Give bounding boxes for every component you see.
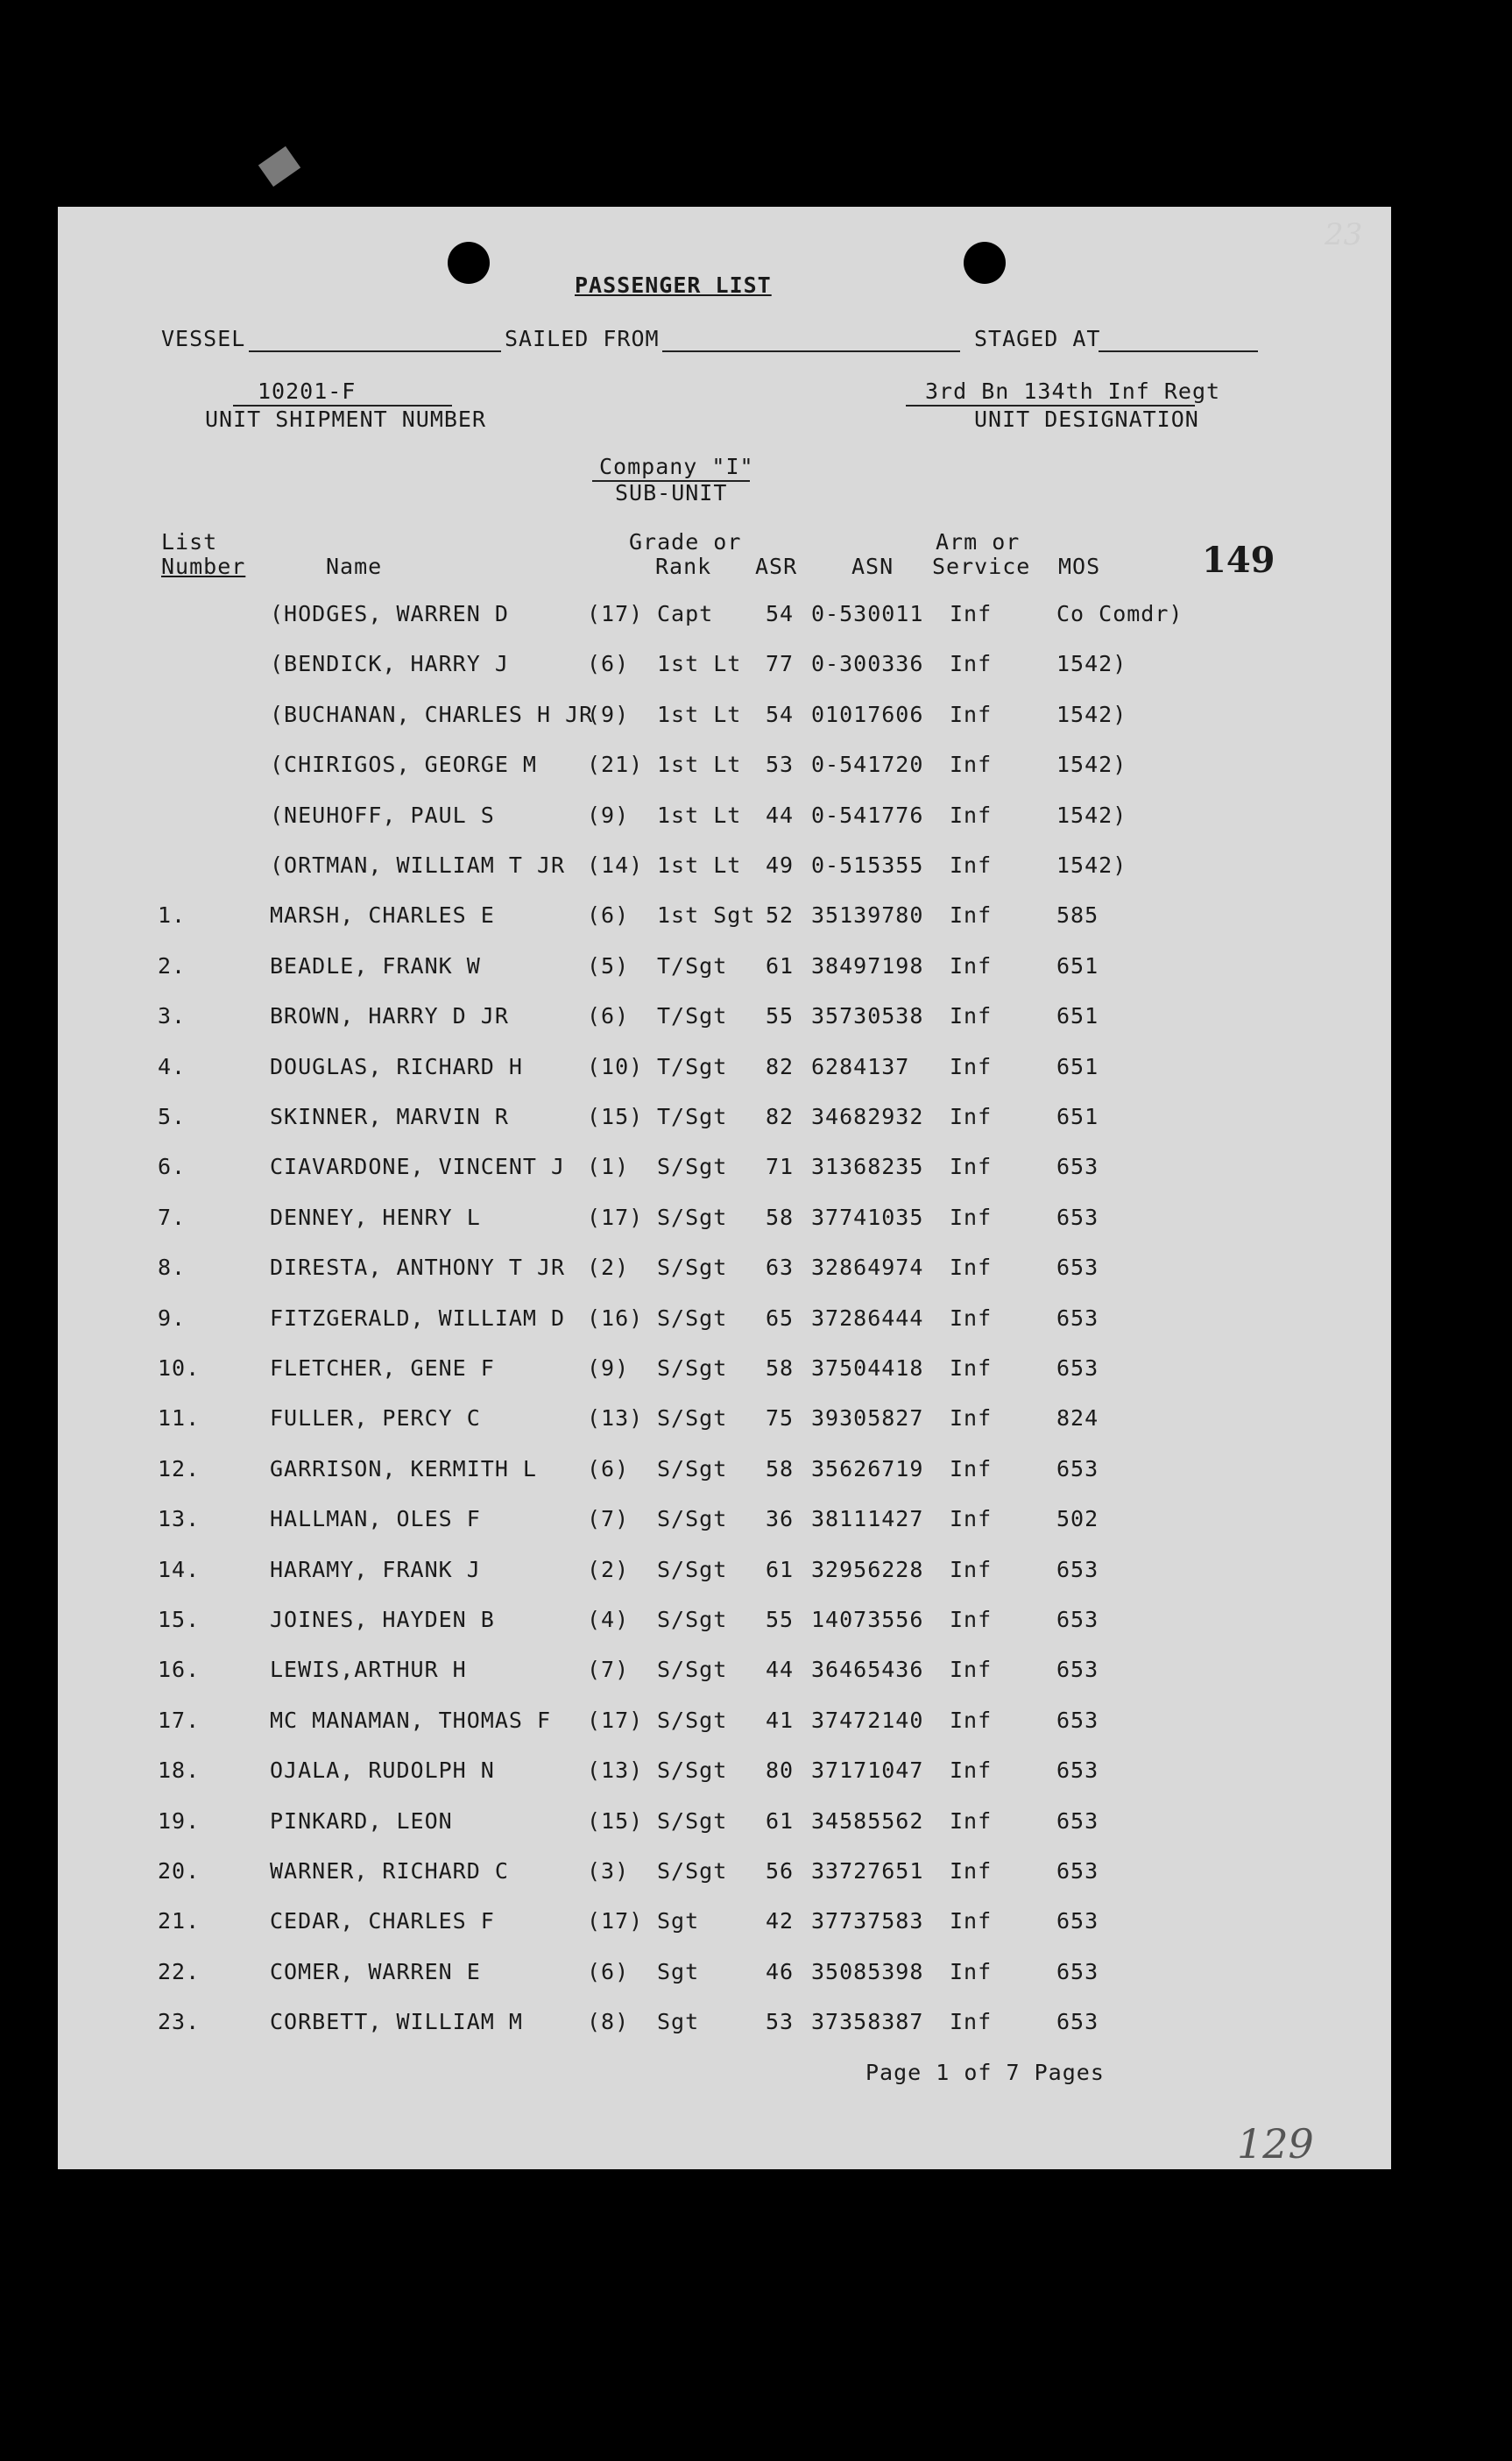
grade-rank: Sgt [657,1908,700,1934]
list-number: 12. [158,1455,201,1482]
table-row [58,1557,1391,1592]
mos-value: 653 [1056,1807,1099,1834]
grade-rank: Sgt [657,1958,700,1984]
asn-value: 33727651 [811,1858,924,1884]
arm-service: Inf [950,852,993,878]
asn-value: 38111427 [811,1506,924,1532]
asr-value: 44 [766,1657,795,1683]
list-number: 5. [158,1104,187,1129]
asn-value: 38497198 [811,952,924,979]
asn-value: 35626719 [811,1455,924,1482]
list-number: 23. [158,2009,201,2035]
table-row [58,1808,1391,1843]
col-list-number-l2: Number [161,554,246,579]
grade-rank: S/Sgt [657,1607,728,1632]
passenger-name: (BUCHANAN, CHARLES H JR [270,701,594,727]
mos-value: 653 [1056,1757,1099,1784]
passenger-name: BROWN, HARRY D JR [270,1003,509,1029]
arm-service: Inf [950,802,993,828]
table-row [58,902,1391,937]
grade-code: (3) [587,1858,630,1884]
col-asn: ASN [851,554,894,579]
passenger-name: GARRISON, KERMITH L [270,1455,537,1482]
arm-service: Inf [950,902,993,929]
table-row [58,601,1391,636]
arm-service: Inf [950,752,993,778]
paper-scrap [258,146,300,187]
passenger-name: MC MANAMAN, THOMAS F [270,1707,552,1733]
arm-service: Inf [950,1104,993,1129]
grade-rank: S/Sgt [657,1556,728,1582]
grade-code: (7) [587,1506,630,1532]
arm-service: Inf [950,1858,993,1884]
mos-value: 653 [1056,1908,1099,1934]
table-row [58,1255,1391,1290]
passenger-name: FULLER, PERCY C [270,1405,481,1432]
list-number: 16. [158,1657,201,1683]
grade-rank: 1st Lt [657,852,742,878]
arm-service: Inf [950,1807,993,1834]
grade-rank: S/Sgt [657,1255,728,1281]
asn-value: 6284137 [811,1053,910,1079]
table-row [58,1858,1391,1893]
arm-service: Inf [950,2009,993,2035]
list-number: 1. [158,902,187,929]
mos-value: 1542) [1056,852,1127,878]
list-number: 17. [158,1707,201,1733]
arm-service: Inf [950,1255,993,1281]
sub-unit-label: SUB-UNIT [615,480,728,506]
asr-value: 58 [766,1355,795,1381]
bottom-handwritten-number: 129 [1237,2120,1314,2168]
passenger-name: HARAMY, FRANK J [270,1556,481,1582]
stamped-page-number: 149 [1202,540,1275,581]
grade-code: (2) [587,1255,630,1281]
mos-value: 651 [1056,1053,1099,1079]
arm-service: Inf [950,1355,993,1381]
table-row [58,1003,1391,1038]
list-number: 2. [158,952,187,979]
passenger-name: (HODGES, WARREN D [270,601,509,626]
grade-code: (1) [587,1154,630,1180]
grade-rank: T/Sgt [657,952,728,979]
mos-value: Co Comdr) [1056,601,1183,626]
col-arm-l1: Arm or [936,529,1021,555]
asn-value: 0-541720 [811,752,924,778]
col-grade-l1: Grade or [629,529,742,555]
asr-value: 36 [766,1506,795,1532]
asr-value: 44 [766,802,795,828]
grade-rank: 1st Lt [657,701,742,727]
grade-code: (2) [587,1556,630,1582]
mos-value: 653 [1056,1204,1099,1230]
staged-at-label: STAGED AT [974,326,1101,351]
arm-service: Inf [950,1455,993,1482]
passenger-name: SKINNER, MARVIN R [270,1104,509,1129]
arm-service: Inf [950,1506,993,1532]
grade-rank: S/Sgt [657,1657,728,1683]
asn-value: 0-541776 [811,802,924,828]
passenger-name: (NEUHOFF, PAUL S [270,802,495,828]
passenger-name: BEADLE, FRANK W [270,952,481,979]
sailed-from-label: SAILED FROM [505,326,660,351]
mos-value: 651 [1056,952,1099,979]
asn-value: 0-530011 [811,601,924,626]
grade-rank: S/Sgt [657,1154,728,1180]
grade-rank: 1st Lt [657,651,742,677]
asr-value: 80 [766,1757,795,1784]
grade-rank: S/Sgt [657,1807,728,1834]
asn-value: 37737583 [811,1908,924,1934]
passenger-name: PINKARD, LEON [270,1807,453,1834]
list-number: 19. [158,1807,201,1834]
page-title: PASSENGER LIST [575,272,772,298]
col-arm-l2: Service [932,554,1031,579]
passenger-name: (CHIRIGOS, GEORGE M [270,752,537,778]
asr-value: 53 [766,2009,795,2035]
col-asr: ASR [755,554,798,579]
grade-code: (6) [587,902,630,929]
list-number: 6. [158,1154,187,1180]
corner-handwritten-number: 23 [1325,217,1363,252]
mos-value: 1542) [1056,802,1127,828]
table-row [58,1456,1391,1491]
mos-value: 653 [1056,1455,1099,1482]
table-row [58,752,1391,787]
grade-rank: S/Sgt [657,1405,728,1432]
grade-code: (17) [587,601,644,626]
grade-code: (6) [587,1958,630,1984]
grade-code: (7) [587,1657,630,1683]
asn-value: 39305827 [811,1405,924,1432]
grade-rank: S/Sgt [657,1757,728,1784]
mos-value: 1542) [1056,651,1127,677]
grade-rank: T/Sgt [657,1053,728,1079]
asr-value: 61 [766,1556,795,1582]
mos-value: 1542) [1056,701,1127,727]
list-number: 3. [158,1003,187,1029]
mos-value: 653 [1056,1657,1099,1683]
list-number: 21. [158,1908,201,1934]
arm-service: Inf [950,1757,993,1784]
grade-rank: S/Sgt [657,1355,728,1381]
grade-code: (17) [587,1908,644,1934]
asr-value: 63 [766,1255,795,1281]
asr-value: 55 [766,1003,795,1029]
col-mos: MOS [1058,554,1101,579]
list-number: 14. [158,1556,201,1582]
punch-hole [964,242,1006,284]
mos-value: 653 [1056,1255,1099,1281]
list-number: 20. [158,1858,201,1884]
grade-rank: 1st Lt [657,802,742,828]
passenger-name: DOUGLAS, RICHARD H [270,1053,523,1079]
asr-value: 49 [766,852,795,878]
asr-value: 55 [766,1607,795,1632]
grade-code: (4) [587,1607,630,1632]
asn-value: 31368235 [811,1154,924,1180]
table-row [58,1305,1391,1340]
grade-code: (17) [587,1204,644,1230]
grade-code: (13) [587,1405,644,1432]
grade-code: (6) [587,1455,630,1482]
col-name: Name [326,554,383,579]
arm-service: Inf [950,1204,993,1230]
table-row [58,1405,1391,1440]
table-row [58,852,1391,888]
grade-rank: Sgt [657,2009,700,2035]
arm-service: Inf [950,1003,993,1029]
asn-value: 37741035 [811,1204,924,1230]
table-row [58,953,1391,988]
grade-rank: S/Sgt [657,1506,728,1532]
passenger-name: CEDAR, CHARLES F [270,1908,495,1934]
arm-service: Inf [950,1707,993,1733]
mos-value: 824 [1056,1405,1099,1432]
arm-service: Inf [950,1556,993,1582]
passenger-name: FLETCHER, GENE F [270,1355,495,1381]
asr-value: 58 [766,1455,795,1482]
table-row [58,1506,1391,1541]
grade-rank: T/Sgt [657,1003,728,1029]
asr-value: 61 [766,1807,795,1834]
grade-rank: S/Sgt [657,1858,728,1884]
grade-rank: T/Sgt [657,1104,728,1129]
grade-code: (15) [587,1104,644,1129]
arm-service: Inf [950,601,993,626]
grade-rank: 1st Sgt [657,902,756,929]
arm-service: Inf [950,1053,993,1079]
list-number: 8. [158,1255,187,1281]
asn-value: 32956228 [811,1556,924,1582]
grade-code: (14) [587,852,644,878]
asr-value: 65 [766,1305,795,1331]
passenger-list-page [58,207,1391,2169]
passenger-name: DENNEY, HENRY L [270,1204,481,1230]
mos-value: 502 [1056,1506,1099,1532]
table-row [58,1908,1391,1943]
asr-value: 75 [766,1405,795,1432]
asr-value: 41 [766,1707,795,1733]
grade-code: (21) [587,752,644,778]
punch-hole [448,242,490,284]
asn-value: 37171047 [811,1757,924,1784]
arm-service: Inf [950,1657,993,1683]
page-footer: Page 1 of 7 Pages [866,2060,1105,2085]
passenger-name: WARNER, RICHARD C [270,1858,509,1884]
grade-code: (6) [587,651,630,677]
grade-rank: S/Sgt [657,1204,728,1230]
table-row [58,1355,1391,1390]
table-row [58,1708,1391,1743]
table-row [58,803,1391,838]
list-number: 11. [158,1405,201,1432]
sub-unit-value: Company "I" [599,454,754,479]
grade-code: (17) [587,1707,644,1733]
unit-shipment-number: 10201-F [258,378,357,404]
unit-designation: 3rd Bn 134th Inf Regt [925,378,1221,404]
passenger-name: MARSH, CHARLES E [270,902,495,929]
list-number: 7. [158,1204,187,1230]
passenger-name: (BENDICK, HARRY J [270,651,509,677]
asn-value: 37472140 [811,1707,924,1733]
arm-service: Inf [950,701,993,727]
arm-service: Inf [950,1908,993,1934]
passenger-name: FITZGERALD, WILLIAM D [270,1305,566,1331]
mos-value: 653 [1056,1305,1099,1331]
asr-value: 52 [766,902,795,929]
grade-code: (15) [587,1807,644,1834]
mos-value: 651 [1056,1003,1099,1029]
asn-value: 35139780 [811,902,924,929]
table-row [58,1154,1391,1189]
asn-value: 36465436 [811,1657,924,1683]
staged-at-line [1099,350,1258,352]
passenger-name: LEWIS,ARTHUR H [270,1657,467,1683]
unit-designation-label: UNIT DESIGNATION [974,407,1199,432]
mos-value: 651 [1056,1104,1099,1129]
table-row [58,1607,1391,1642]
mos-value: 653 [1056,1607,1099,1632]
list-number: 22. [158,1958,201,1984]
passenger-name: DIRESTA, ANTHONY T JR [270,1255,566,1281]
passenger-name: HALLMAN, OLES F [270,1506,481,1532]
asr-value: 54 [766,701,795,727]
passenger-name: CIAVARDONE, VINCENT J [270,1154,566,1180]
asr-value: 58 [766,1204,795,1230]
asn-value: 37358387 [811,2009,924,2035]
asr-value: 46 [766,1958,795,1984]
unit-shipment-label: UNIT SHIPMENT NUMBER [205,407,487,432]
table-row [58,1054,1391,1089]
arm-service: Inf [950,1405,993,1432]
table-row [58,702,1391,737]
asr-value: 82 [766,1104,795,1129]
table-row [58,1205,1391,1240]
list-number: 10. [158,1355,201,1381]
grade-rank: S/Sgt [657,1305,728,1331]
asr-value: 61 [766,952,795,979]
asn-value: 0-515355 [811,852,924,878]
list-number: 18. [158,1757,201,1784]
grade-code: (13) [587,1757,644,1784]
mos-value: 653 [1056,1707,1099,1733]
asn-value: 35730538 [811,1003,924,1029]
passenger-name: (ORTMAN, WILLIAM T JR [270,852,566,878]
mos-value: 1542) [1056,752,1127,778]
asr-value: 71 [766,1154,795,1180]
mos-value: 653 [1056,1355,1099,1381]
asn-value: 0-300336 [811,651,924,677]
vessel-line [249,350,501,352]
mos-value: 653 [1056,1154,1099,1180]
grade-code: (5) [587,952,630,979]
table-row [58,1657,1391,1692]
grade-rank: 1st Lt [657,752,742,778]
grade-rank: Capt [657,601,714,626]
passenger-name: OJALA, RUDOLPH N [270,1757,495,1784]
list-number: 4. [158,1053,187,1079]
table-row [58,1104,1391,1139]
vessel-label: VESSEL [161,326,246,351]
table-row [58,651,1391,686]
asn-value: 14073556 [811,1607,924,1632]
mos-value: 653 [1056,1858,1099,1884]
list-number: 9. [158,1305,187,1331]
grade-code: (6) [587,1003,630,1029]
table-row [58,1757,1391,1793]
arm-service: Inf [950,1154,993,1180]
asr-value: 56 [766,1858,795,1884]
grade-rank: S/Sgt [657,1707,728,1733]
grade-code: (16) [587,1305,644,1331]
table-row [58,1959,1391,1994]
mos-value: 585 [1056,902,1099,929]
mos-value: 653 [1056,1958,1099,1984]
passenger-name: JOINES, HAYDEN B [270,1607,495,1632]
mos-value: 653 [1056,2009,1099,2035]
arm-service: Inf [950,1305,993,1331]
asn-value: 34585562 [811,1807,924,1834]
col-grade-l2: Rank [655,554,712,579]
asr-value: 54 [766,601,795,626]
grade-code: (9) [587,1355,630,1381]
grade-code: (8) [587,2009,630,2035]
mos-value: 653 [1056,1556,1099,1582]
asn-value: 37504418 [811,1355,924,1381]
asr-value: 77 [766,651,795,677]
asr-value: 82 [766,1053,795,1079]
arm-service: Inf [950,1958,993,1984]
asn-value: 35085398 [811,1958,924,1984]
asn-value: 01017606 [811,701,924,727]
grade-code: (9) [587,802,630,828]
asr-value: 42 [766,1908,795,1934]
arm-service: Inf [950,952,993,979]
sailed-from-line [662,350,960,352]
grade-rank: S/Sgt [657,1455,728,1482]
list-number: 13. [158,1506,201,1532]
arm-service: Inf [950,1607,993,1632]
asn-value: 34682932 [811,1104,924,1129]
passenger-name: COMER, WARREN E [270,1958,481,1984]
grade-code: (10) [587,1053,644,1079]
grade-code: (9) [587,701,630,727]
passenger-name: CORBETT, WILLIAM M [270,2009,523,2035]
asn-value: 32864974 [811,1255,924,1281]
table-row [58,2009,1391,2044]
arm-service: Inf [950,651,993,677]
asr-value: 53 [766,752,795,778]
asn-value: 37286444 [811,1305,924,1331]
col-list-number-l1: List [161,529,218,555]
list-number: 15. [158,1607,201,1632]
